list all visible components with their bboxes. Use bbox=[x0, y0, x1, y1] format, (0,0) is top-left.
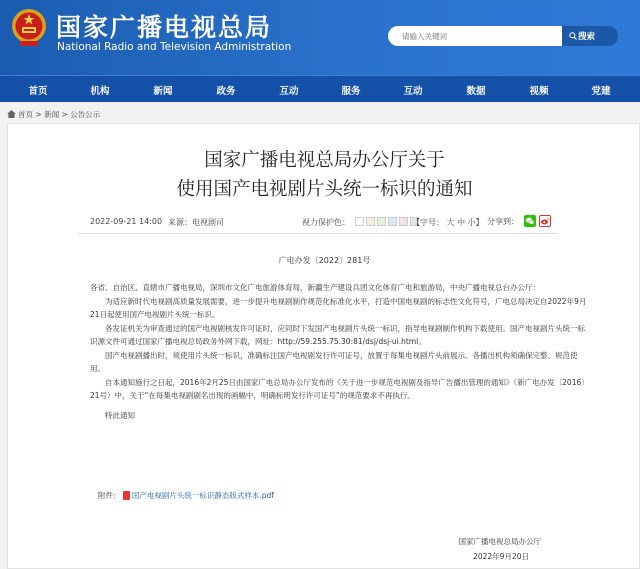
color-swatch-pink[interactable] bbox=[399, 217, 408, 226]
attachment-link[interactable]: 国产电视剧片头统一标识静态版式样本.pdf bbox=[131, 491, 274, 500]
document-number: 广电办发〔2022〕281号 bbox=[278, 256, 371, 265]
breadcrumb-separator: > bbox=[35, 110, 42, 119]
font-size-control bbox=[412, 217, 484, 228]
closing: 特此通知 bbox=[105, 410, 135, 420]
paragraph-1: 为适应新时代电视剧高质量发展需要，进一步提升电视剧制作规范化标准化水平，打造中国电视剧的标志性文化符号，广电总局决定自2022年9月21日起使用国产电视剧片头统一标识。 bbox=[90, 296, 587, 319]
color-swatch-yellow[interactable] bbox=[366, 217, 375, 226]
recipients: 各省、自治区、直辖市广播电视局，深圳市文化广电旅游体育局，新疆生产建设兵团文化体育广电和旅游局，中央广播电视总台办公厅： bbox=[90, 283, 540, 292]
color-swatch-white[interactable] bbox=[355, 217, 364, 226]
nav-item-home[interactable]: 首页 bbox=[28, 86, 48, 97]
nav-item-interact[interactable]: 互动 bbox=[279, 86, 299, 97]
article-source: 来源：电视剧司 bbox=[168, 218, 224, 227]
search-input[interactable]: 请输入关键词 bbox=[388, 26, 562, 46]
font-size-large[interactable]: 大 bbox=[446, 218, 455, 227]
article-title-line1: 国家广播电视总局办公厅关于 bbox=[204, 150, 445, 171]
breadcrumb-home[interactable]: 首页 bbox=[18, 110, 33, 119]
nav-item-institution[interactable]: 机构 bbox=[90, 86, 110, 97]
color-swatch-blue[interactable] bbox=[388, 217, 397, 226]
search-icon bbox=[569, 32, 577, 40]
paragraph-2: 各发证机关为审查通过的国产电视剧核发许可证时，应同时下发国产电视剧片头统一标识，指导电视剧制作机构下载使用。国产电视剧片头统一标识源文件可通过国家广播电视总局政务外网下载，网址：http://59.255.75.30:81/dsj/dsj-ui.html。 bbox=[90, 323, 585, 346]
article-body bbox=[90, 281, 590, 422]
nav-item-affairs[interactable]: 政务 bbox=[216, 86, 236, 97]
site-title-cn[interactable]: 国家广播电视总局 bbox=[56, 13, 273, 42]
attachment-label: 附件： bbox=[98, 491, 121, 500]
nav-item-video[interactable]: 视频 bbox=[529, 86, 549, 97]
search-button[interactable] bbox=[562, 26, 618, 46]
nav-item-interact-2[interactable]: 互动 bbox=[403, 86, 423, 97]
nav-item-party[interactable]: 党建 bbox=[591, 86, 611, 97]
nav-item-data[interactable]: 数据 bbox=[466, 86, 486, 97]
search-button-label: 搜索 bbox=[578, 32, 596, 42]
national-emblem-icon bbox=[10, 7, 48, 47]
share-label: 分享到： bbox=[487, 217, 519, 226]
site-header bbox=[0, 0, 640, 75]
attachment bbox=[98, 490, 274, 501]
breadcrumb-news[interactable]: 新闻 bbox=[44, 110, 60, 119]
font-size-small[interactable]: 小 bbox=[467, 218, 476, 227]
sign-date: 2022年9月20日 bbox=[473, 552, 529, 561]
font-size-medium[interactable]: 中 bbox=[457, 218, 466, 227]
weibo-share-icon[interactable] bbox=[539, 215, 551, 227]
font-size-end: 】 bbox=[475, 218, 484, 227]
font-size-label: 【字号： bbox=[412, 218, 444, 227]
paragraph-3: 国产电视剧播出时，须使用片头统一标识，准确标注国产电视剧发行许可证号，放置于每集电视剧片头前展示。各播出机构须确保完整、规范使用。 bbox=[90, 350, 578, 373]
article-panel bbox=[7, 123, 640, 569]
breadcrumb-separator: > bbox=[61, 110, 68, 119]
main-nav bbox=[0, 75, 640, 102]
meta-divider bbox=[78, 233, 558, 234]
home-icon bbox=[7, 110, 16, 118]
share-section bbox=[487, 215, 551, 227]
signature: 国家广播电视总局办公厅 bbox=[458, 537, 541, 546]
site-title-en: National Radio and Television Administration bbox=[57, 41, 292, 53]
pdf-icon bbox=[123, 491, 130, 500]
nav-item-news[interactable]: 新闻 bbox=[153, 86, 173, 97]
vision-protection-label: 视力保护色： bbox=[302, 218, 350, 227]
breadcrumb-current[interactable]: 公告公示 bbox=[70, 110, 101, 119]
article-title-line2: 使用国产电视剧片头统一标识的通知 bbox=[176, 179, 473, 200]
wechat-share-icon[interactable] bbox=[524, 215, 536, 227]
paragraph-4: 自本通知施行之日起，2016年2月25日由国家广电总局办公厅发布的《关于进一步规范电视剧及指导广告播出管理的通知》（新广电办发〔2016〕21号）中，关于“在每集电视剧剧名出现的画幅中，明确标明发行许可证号”的规范要求不再执行。 bbox=[90, 377, 589, 400]
publish-date: 2022-09-21 14:00 bbox=[90, 217, 163, 226]
breadcrumb bbox=[7, 109, 100, 120]
color-swatch-green[interactable] bbox=[377, 217, 386, 226]
vision-protection bbox=[302, 217, 419, 228]
nav-item-service[interactable]: 服务 bbox=[341, 86, 361, 97]
